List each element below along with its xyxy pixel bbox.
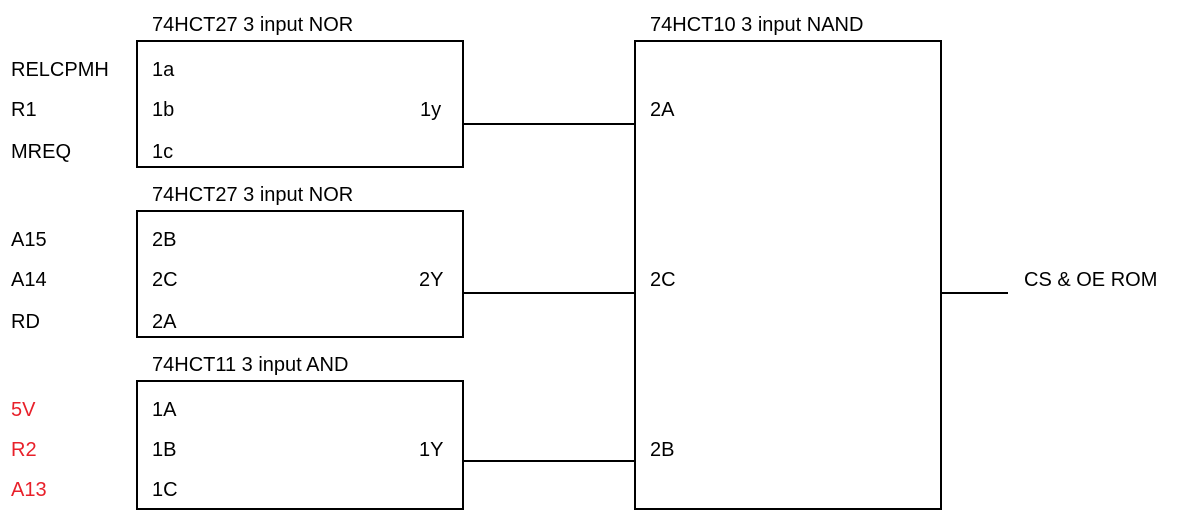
signal-mreq: MREQ bbox=[11, 141, 71, 163]
nor1-pin-1a: 1a bbox=[152, 59, 175, 81]
signal-r1: R1 bbox=[11, 99, 37, 121]
nor1-output-pin: 1y bbox=[420, 99, 442, 121]
signal-r2: R2 bbox=[11, 439, 37, 461]
signal-a14: A14 bbox=[11, 269, 47, 291]
signal-a15: A15 bbox=[11, 229, 47, 251]
nor2-pin-2c: 2C bbox=[152, 269, 178, 291]
and1-chip bbox=[136, 380, 464, 510]
nor2-output-pin: 2Y bbox=[419, 269, 444, 291]
and1-pin-1b: 1B bbox=[152, 439, 177, 461]
nor1-pin-1b: 1b bbox=[152, 99, 175, 121]
nor1-pin-1c: 1c bbox=[152, 141, 174, 163]
and1-pin-1c: 1C bbox=[152, 479, 178, 501]
nor1-title: 74HCT27 3 input NOR bbox=[152, 14, 354, 36]
output-signal-label: CS & OE ROM bbox=[1024, 269, 1158, 291]
wire-and1-to-nand bbox=[462, 460, 636, 462]
nand-pin-2c: 2C bbox=[650, 269, 676, 291]
nand-pin-2a: 2A bbox=[650, 99, 675, 121]
nor2-pin-2b: 2B bbox=[152, 229, 177, 251]
nand-chip bbox=[634, 40, 942, 510]
nor2-title: 74HCT27 3 input NOR bbox=[152, 184, 354, 206]
nor2-chip bbox=[136, 210, 464, 338]
nand-pin-2b: 2B bbox=[650, 439, 675, 461]
signal-relcpmh: RELCPMH bbox=[11, 59, 109, 81]
signal-5v: 5V bbox=[11, 399, 36, 421]
wire-nand-output bbox=[940, 292, 1008, 294]
wire-nor2-to-nand bbox=[462, 292, 636, 294]
and1-output-pin: 1Y bbox=[419, 439, 444, 461]
and1-title: 74HCT11 3 input AND bbox=[152, 354, 349, 376]
nand-title: 74HCT10 3 input NAND bbox=[650, 14, 864, 36]
signal-rd: RD bbox=[11, 311, 40, 333]
nor2-pin-2a: 2A bbox=[152, 311, 177, 333]
signal-a13: A13 bbox=[11, 479, 47, 501]
and1-pin-1a: 1A bbox=[152, 399, 177, 421]
wire-nor1-to-nand bbox=[462, 123, 636, 125]
nor1-chip bbox=[136, 40, 464, 168]
